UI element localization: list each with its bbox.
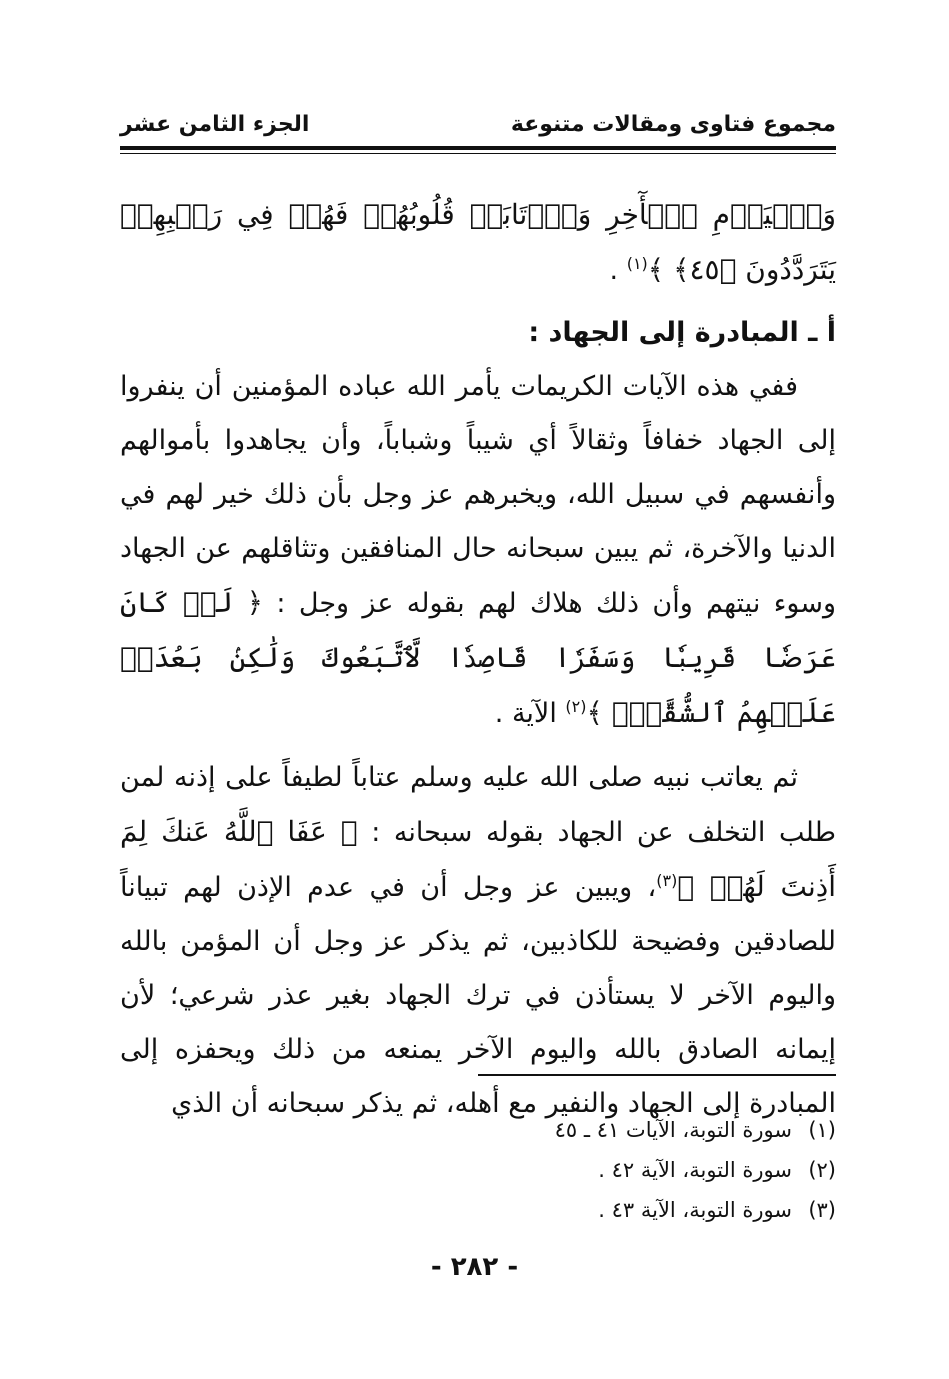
- section-heading: أ ـ المبادرة إلى الجهاد :: [528, 317, 836, 348]
- footnote-number: (٢): [808, 1158, 836, 1182]
- running-header: [120, 112, 836, 140]
- footnote-item: [336, 1190, 836, 1230]
- footnote-text: سورة التوبة، الآية ٤٢ .: [598, 1158, 792, 1182]
- paragraph-1: [120, 360, 836, 741]
- footnote-number: (٣): [808, 1198, 836, 1222]
- paragraph-1-end: الآية .: [494, 698, 566, 729]
- verse-end: .: [609, 255, 627, 286]
- quran-verse: ﴿ لَوۡ كَانَ عَرَضٗا قَرِيبٗا وَسَفَرٗا قَاصِدٗا لَّٱتَّبَعُوكَ وَلَٰكِنۢ بَعُدَتۡ عَلَيۡهِمُ ٱلشُّقَّةُۚ ﴾: [120, 586, 836, 729]
- main-text: [120, 188, 836, 1131]
- verse-continuation-line: [120, 188, 836, 298]
- footnote-separator: [478, 1074, 836, 1076]
- header-rule-thick: [120, 146, 836, 150]
- header-rule-thin: [120, 153, 836, 154]
- paragraph-2-continuation: ، ويبين عز وجل أن في عدم الإذن لهم تبياناً للصادقين وفضيحة للكاذبين، ثم يذكر عز وجل أن المؤمن بالله واليوم الآخر لا يستأذن في ترك الجهاد بغير عذر شرعي؛ لأن إيمانه الصادق بالله واليوم الآخر يمنعه من ذلك ويحفزه إلى المبادرة إلى الجهاد والنفير مع أهله، ثم يذكر سبحانه أن الذي: [120, 872, 836, 1119]
- footnote-text: سورة التوبة، الآية ٤٣ .: [598, 1198, 792, 1222]
- footnote-text: سورة التوبة، الآيات ٤١ ـ ٤٥: [554, 1118, 792, 1142]
- paragraph-1-text: ففي هذه الآيات الكريمات يأمر الله عباده المؤمنين أن ينفروا إلى الجهاد خفافاً وثقالاً أي شيباً وشباباً، وأن يجاهدوا بأموالهم وأنفسهم في سبيل الله، ويخبرهم عز وجل بأن ذلك خير لهم في الدنيا والآخرة، ثم يبين سبحانه حال المنافقين وتثاقلهم عن الجهاد وسوء نيتهم وأن ذلك هلاك لهم بقوله عز وجل :: [120, 371, 837, 619]
- volume-label: الجزء الثامن عشر: [120, 112, 310, 137]
- footnote-ref: (٣): [656, 871, 678, 890]
- footnotes: [336, 1110, 836, 1230]
- page-number: - ٢٨٢ -: [430, 1252, 519, 1282]
- quran-verse: وَٱلۡيَوۡمِ ٱلۡأٓخِرِ وَٱرۡتَابَتۡ قُلُوبُهُمۡ فَهُمۡ فِي رَيۡبِهِمۡ يَتَرَدَّدُونَ ﴿٤٥﴾ ﴾: [120, 198, 836, 286]
- footnote-number: (١): [808, 1118, 836, 1142]
- footnote-item: [336, 1150, 836, 1190]
- paragraph-2-text: ثم يعاتب نبيه صلى الله عليه وسلم عتاباً لطيفاً على إذنه لمن طلب التخلف عن الجهاد بقوله سبحانه :: [120, 762, 837, 848]
- footnote-item: [336, 1110, 836, 1150]
- book-title: مجموع فتاوى ومقالات متنوعة: [510, 112, 836, 137]
- quran-verse: ﴿ عَفَا ٱللَّهُ عَنكَ لِمَ أَذِنتَ لَهُمۡ ﴾: [120, 815, 836, 903]
- footnote-ref: (٢): [565, 697, 587, 716]
- footnote-ref: (١): [626, 254, 648, 273]
